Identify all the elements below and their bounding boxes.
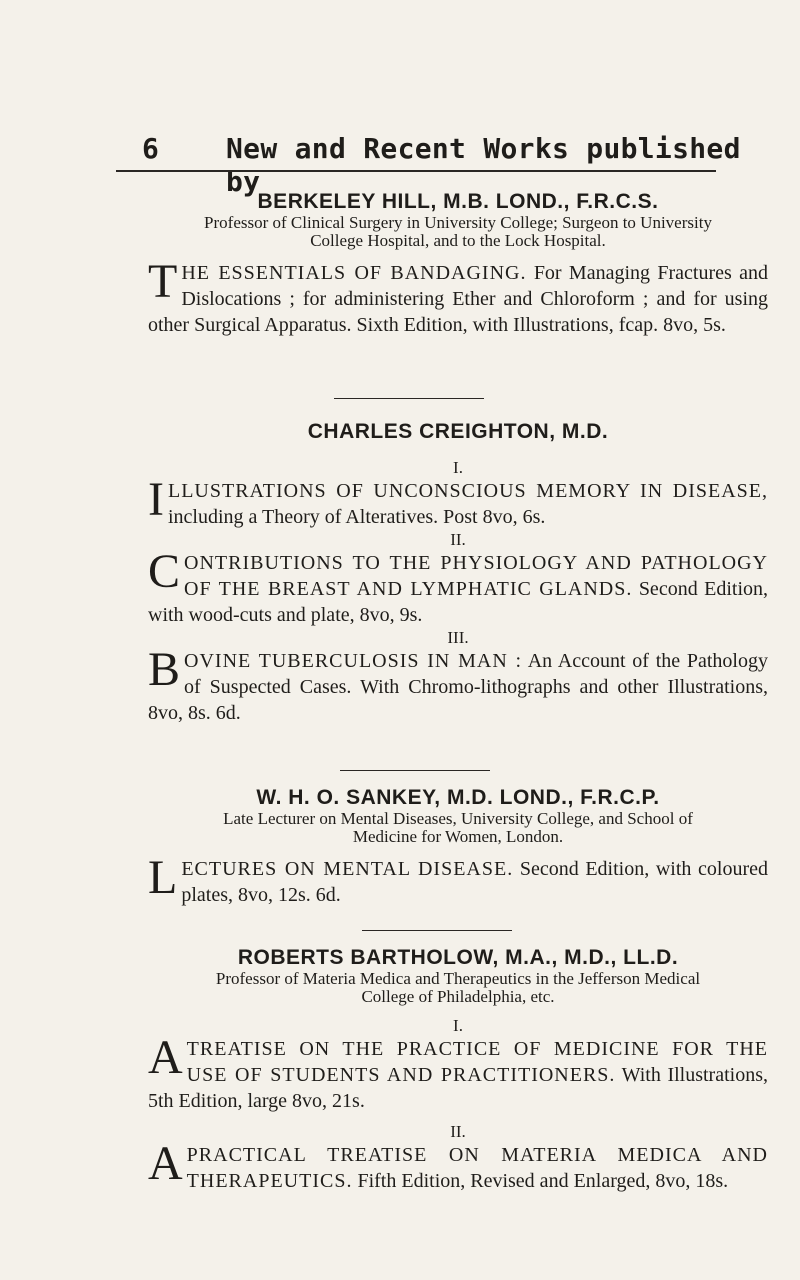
section-divider xyxy=(334,398,484,399)
section-berkeley-hill xyxy=(148,190,768,338)
book-description: An Account of the Pathology of Suspected Cases. With Chromo-lithographs and other Illustrations, 8vo, 8s. 6d. xyxy=(148,650,768,724)
entry-numeral: III. xyxy=(447,628,469,647)
section-divider xyxy=(340,770,490,771)
book-description: Second Edition, with wood-cuts and plate, 8vo, 9s. xyxy=(148,578,769,626)
book-entry xyxy=(148,1137,768,1194)
book-entry xyxy=(148,545,769,628)
drop-cap: I xyxy=(148,473,164,526)
entry-numeral: I. xyxy=(453,458,463,477)
entry-numeral: II. xyxy=(450,530,466,549)
author-affiliation-line: Late Lecturer on Mental Diseases, University College, and School of xyxy=(223,809,693,828)
page-header xyxy=(142,132,762,198)
drop-cap: C xyxy=(148,545,181,598)
book-entry xyxy=(148,1031,768,1114)
author-affiliation-line: College of Philadelphia, etc. xyxy=(361,987,555,1006)
book-title: TREATISE ON THE PRACTICE OF MEDICINE FOR THE USE OF STUDENTS AND PRACTITIONERS. xyxy=(186,1038,768,1086)
book-title: PRACTICAL TREATISE ON MATERIA MEDICA AND THERAPEUTICS. xyxy=(186,1144,768,1192)
author-affiliation-line: Professor of Clinical Surgery in University College; Surgeon to University xyxy=(204,213,712,232)
author-name: CHARLES CREIGHTON, M.D. xyxy=(307,420,609,443)
author-affiliation-line: Medicine for Women, London. xyxy=(352,827,564,846)
book-entry xyxy=(148,643,768,726)
book-title: ONTRIBUTIONS TO THE PHYSIOLOGY AND PATHOLOGY OF THE BREAST AND LYMPHATIC GLANDS. xyxy=(184,552,768,600)
drop-cap: T xyxy=(148,255,178,308)
section-charles-creighton xyxy=(148,420,768,726)
drop-cap: B xyxy=(148,643,181,696)
book-title: OVINE TUBERCULOSIS IN MAN : xyxy=(184,650,523,672)
author-affiliation-line: Professor of Materia Medica and Therapeutics in the Jefferson Medical xyxy=(215,969,701,988)
drop-cap: A xyxy=(148,1137,183,1190)
book-title: ECTURES ON MENTAL DISEASE. xyxy=(181,858,514,880)
author-name: W. H. O. SANKEY, M.D. LOND., F.R.C.P. xyxy=(256,786,660,809)
page-number: 6 xyxy=(142,132,159,165)
book-entry xyxy=(148,851,768,908)
section-bartholow xyxy=(148,946,768,1194)
book-description: With Illustrations, 5th Edition, large 8vo, 21s. xyxy=(148,1064,768,1112)
book-description: Second Edition, with coloured plates, 8vo, 12s. 6d. xyxy=(181,858,768,906)
book-title: HE ESSENTIALS OF BANDAGING. xyxy=(181,262,527,284)
header-rule xyxy=(116,170,716,172)
author-name: ROBERTS BARTHOLOW, M.A., M.D., LL.D. xyxy=(237,946,679,969)
book-description: For Managing Fractures and Dislocations ; for administering Ether and Chloroform ; and for using other Surgical Apparatus. Sixth Edition, with Illustrations, fcap. 8vo, 5s. xyxy=(148,262,768,336)
section-sankey xyxy=(148,786,768,908)
book-description: Fifth Edition, Revised and Enlarged, 8vo, 18s. xyxy=(357,1170,729,1192)
book-title: LLUSTRATIONS OF UNCONSCIOUS MEMORY IN DISEASE, xyxy=(167,480,768,502)
book-entry xyxy=(148,473,768,530)
section-divider xyxy=(362,930,512,931)
entry-numeral: I. xyxy=(453,1016,463,1035)
author-name: BERKELEY HILL, M.B. LOND., F.R.C.S. xyxy=(257,190,659,213)
author-affiliation-line: College Hospital, and to the Lock Hospital. xyxy=(310,231,606,250)
book-entry xyxy=(148,255,768,338)
drop-cap: A xyxy=(148,1031,183,1084)
running-title: New and Recent Works published by xyxy=(226,132,741,198)
drop-cap: L xyxy=(148,851,178,904)
entry-numeral: II. xyxy=(450,1122,466,1141)
book-description: including a Theory of Alteratives. Post 8vo, 6s. xyxy=(167,506,546,528)
